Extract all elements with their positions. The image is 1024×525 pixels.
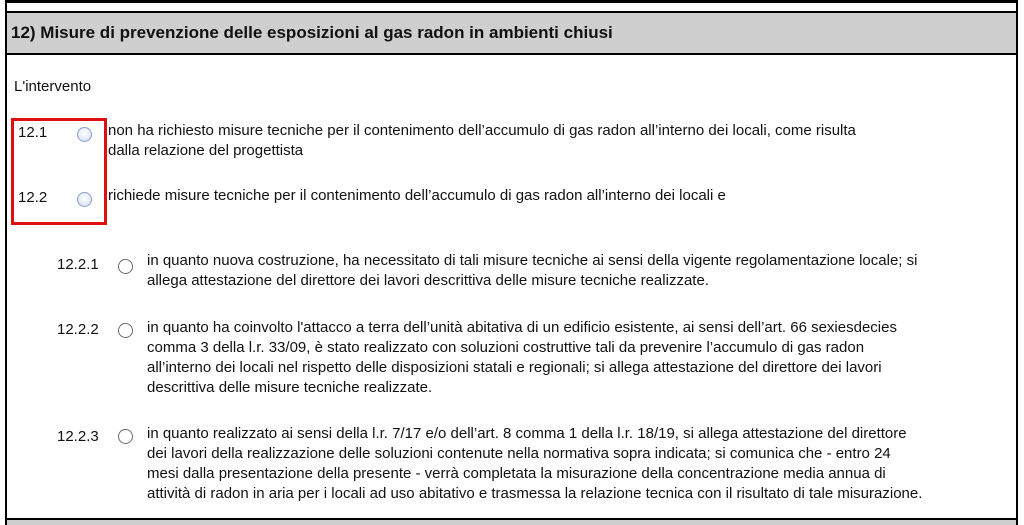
option-line: non ha richiesto misure tecniche per il contenimento dell’accumulo di gas radon all’interno dei locali, come risulta bbox=[108, 122, 856, 139]
option-text-12-2 bbox=[108, 186, 726, 206]
suboption-line: dei lavori della realizzazione delle soluzioni contenute nella normativa sopra indicata; si comunica che - entro 24 bbox=[147, 445, 891, 462]
section-header bbox=[7, 11, 1016, 55]
radio-12-2-2[interactable] bbox=[118, 323, 133, 338]
suboption-line: in quanto realizzato ai sensi della l.r. 7/17 e/o dell’art. 8 comma 1 della l.r. 18/19, si allega attestazione del direttore bbox=[147, 425, 907, 442]
suboption-text-12-2-3 bbox=[147, 424, 922, 504]
option-number-12-2: 12.2 bbox=[18, 189, 48, 206]
option-text-12-1 bbox=[108, 121, 856, 161]
suboption-line: mesi dalla presentazione della presente - verrà completata la misurazione della concentrazione media annua di bbox=[147, 465, 886, 482]
suboption-line: descrittiva delle misure tecniche realizzate. bbox=[147, 379, 433, 396]
section-title: 12) Misure di prevenzione delle esposizioni al gas radon in ambienti chiusi bbox=[11, 23, 613, 42]
suboption-text-12-2-2 bbox=[147, 318, 897, 398]
suboption-line: comma 3 della l.r. 33/09, è stato realizzato con soluzioni costruttive tali da prevenire l’accumulo di gas radon bbox=[147, 339, 865, 356]
intro-text: L'intervento bbox=[14, 78, 92, 95]
suboption-number-12-2-1: 12.2.1 bbox=[57, 256, 99, 273]
suboption-line: all’interno dei locali nel rispetto delle disposizioni statali e regionali; si allega attestazione del direttore dei lavori bbox=[147, 359, 882, 376]
suboption-number-12-2-2: 12.2.2 bbox=[57, 321, 99, 338]
suboption-text-12-2-1 bbox=[147, 251, 917, 291]
option-line: dalla relazione del progettista bbox=[108, 142, 304, 159]
radio-12-2-1[interactable] bbox=[118, 259, 133, 274]
option-number-12-1: 12.1 bbox=[18, 124, 48, 141]
highlight-box bbox=[11, 118, 107, 225]
suboption-line: in quanto nuova costruzione, ha necessitato di tali misure tecniche ai sensi della vigente regolamentazione locale; si bbox=[147, 252, 918, 269]
suboption-line: attività di radon in aria per i locali ad uso abitativo e trasmessa la relazione tecnica con il risultato di tale misurazione. bbox=[147, 485, 923, 502]
next-section-header bbox=[7, 518, 1016, 525]
suboption-line: allega attestazione del direttore dei lavori descrittiva delle misure tecniche realizzate. bbox=[147, 272, 709, 289]
radio-12-2-3[interactable] bbox=[118, 429, 133, 444]
option-line: richiede misure tecniche per il contenimento dell’accumulo di gas radon all’interno dei locali e bbox=[108, 187, 726, 204]
suboption-number-12-2-3: 12.2.3 bbox=[57, 428, 99, 445]
suboption-line: in quanto ha coinvolto l'attacco a terra dell’unità abitativa di un edificio esistente, ai sensi dell’art. 66 sexiesdecies bbox=[147, 319, 897, 336]
